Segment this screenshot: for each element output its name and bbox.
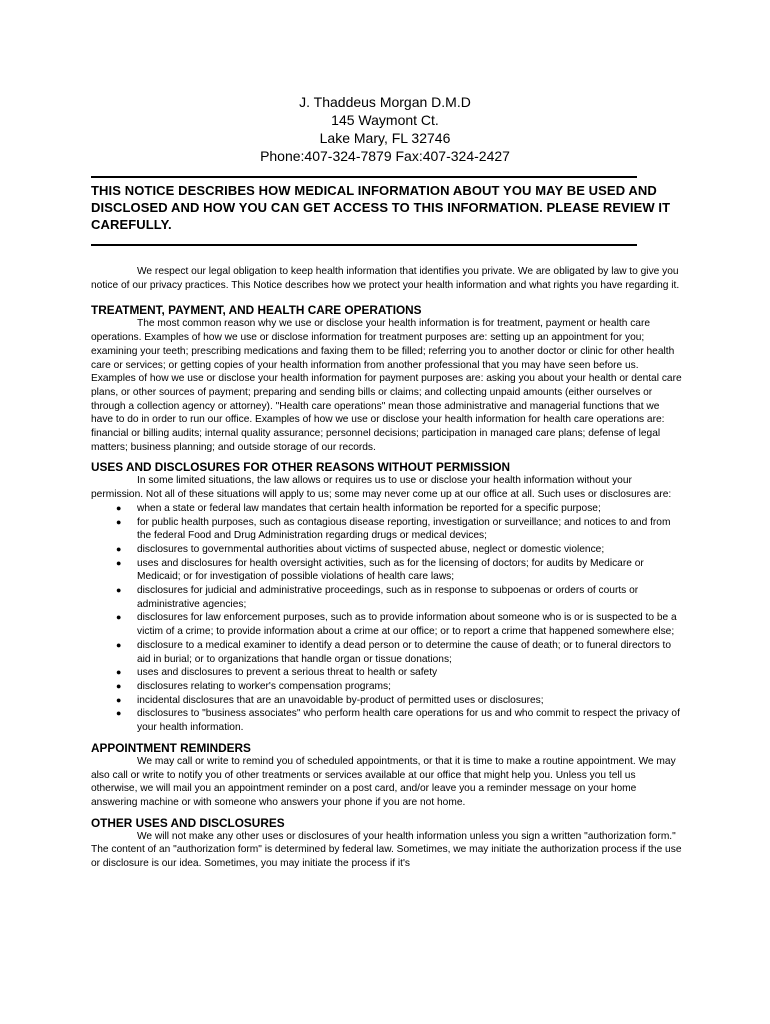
other-uses-heading: OTHER USES AND DISCLOSURES: [91, 815, 285, 830]
bullet-icon: ●: [116, 667, 122, 678]
other-uses-paragraph: We will not make any other uses or disclosures of your health information unless you sign a written "authorization form." The content of an "authorization form" is determined by federal law. Sometimes, we may initiate the authorization process if the use or disclosure is our idea. Sometimes, you may initiate the process if it's: [91, 830, 682, 870]
list-item: ● disclosures for judicial and administrative proceedings, such as in response to subpoenas or orders of courts or administrative agencies;: [116, 585, 639, 610]
bottom-divider: [91, 244, 637, 246]
intro-paragraph: We respect our legal obligation to keep health information that identifies you private. We are obligated by law to give you notice of our privacy practices. This Notice describes how we protect your health information and what rights you have regarding it.: [91, 266, 680, 291]
letterhead: [0, 93, 770, 165]
bullet-icon: ●: [116, 680, 122, 691]
notice-heading: THIS NOTICE DESCRIBES HOW MEDICAL INFORMATION ABOUT YOU MAY BE USED AND DISCLOSED AND HOW YOU CAN GET ACCESS TO THIS INFORMATION. PLEASE REVIEW IT CAREFULLY.: [91, 183, 671, 232]
appointment-paragraph: We may call or write to remind you of scheduled appointments, or that it is time to make a routine appointment. We may also call or write to notify you of other treatments or services available at our office that might help you. Unless you tell us otherwise, we will mail you an appointment reminder on a post card, and/or leave you a reminder message on your home answering machine or with someone who answers your phone if you are not home.: [91, 755, 676, 808]
bullet-icon: ●: [116, 516, 122, 527]
list-item: ● disclosures relating to worker's compensation programs;: [116, 680, 391, 692]
practice-phone-fax: Phone:407-324-7879 Fax:407-324-2427: [260, 148, 510, 164]
document-body: [91, 265, 683, 871]
practice-name: J. Thaddeus Morgan D.M.D: [299, 94, 471, 110]
list-item: ● uses and disclosures for health oversight activities, such as for the licensing of doctors; for audits by Medicare or Medicaid; or for investigation of possible violations of health care laws;: [116, 557, 644, 583]
bullet-icon: ●: [116, 694, 122, 705]
bullet-icon: ●: [116, 612, 122, 623]
bullet-icon: ●: [116, 585, 122, 596]
bullet-icon: ●: [116, 557, 122, 568]
treatment-heading: TREATMENT, PAYMENT, AND HEALTH CARE OPERATIONS: [91, 303, 422, 318]
disclosure-list: [91, 502, 683, 735]
bullet-icon: ●: [116, 708, 122, 719]
list-item: ● disclosure to a medical examiner to identify a dead person or to determine the cause of death; or to funeral directors to aid in burial; or to organizations that handle organ or tissue donations;: [116, 639, 672, 665]
practice-city: Lake Mary, FL 32746: [319, 130, 451, 146]
other-reasons-heading: USES AND DISCLOSURES FOR OTHER REASONS WITHOUT PERMISSION: [91, 460, 511, 475]
other-reasons-paragraph: In some limited situations, the law allows or requires us to use or disclose your health information without your permission. Not all of these situations will apply to us; some may never come up at our office at all. Such uses or disclosures are:: [91, 475, 672, 501]
appointment-heading: APPOINTMENT REMINDERS: [91, 740, 251, 755]
top-divider: [91, 176, 637, 178]
list-item: ● disclosures for law enforcement purposes, such as to provide information about someone who is or is suspected to be a victim of a crime; to provide information about a crime at our office; or to report a crime that happened somewhere else;: [116, 612, 677, 638]
bullet-icon: ●: [116, 543, 122, 554]
list-item: ● incidental disclosures that are an unavoidable by-product of permitted uses or disclosures;: [116, 694, 544, 706]
list-item: ● when a state or federal law mandates that certain health information be reported for a specific purpose;: [116, 502, 601, 514]
practice-street: 145 Waymont Ct.: [331, 112, 439, 128]
list-item: ● uses and disclosures to prevent a serious threat to health or safety: [116, 667, 438, 679]
bullet-icon: ●: [116, 639, 122, 650]
list-item: ● disclosures to governmental authorities about victims of suspected abuse, neglect or domestic violence;: [116, 543, 605, 555]
treatment-paragraph: The most common reason why we use or disclose your health information is for treatment, payment or health care operations. Examples of how we use or disclose information for treatment purposes are: setting up an appointment for you; examining your teeth; prescribing medications and faxing them to be filled; referring you to another doctor or clinic for other health care or services; or getting copies of your health information from another professional that you may have seen before us. Examples of how we use or disclose your health information for payment purposes are: asking you about your health or dental care plans, or other sources of payment; preparing and sending bills or claims; and collecting unpaid amounts (either ourselves or through a collection agency or attorney). "Health care operations" mean those administrative and managerial functions that we have to do in order to run our office. Examples of how we use or disclose your health information for health care operations are: financial or billing audits; internal quality assurance; personnel decisions; participation in managed care plans; defense of legal matters; business planning; and outside storage of our records.: [91, 318, 682, 453]
bullet-icon: ●: [116, 502, 122, 513]
list-item: ● for public health purposes, such as contagious disease reporting, investigation or surveillance; and notices to and from the federal Food and Drug Administration regarding drugs or medical devices;: [116, 516, 671, 542]
list-item: ● disclosures to "business associates" who perform health care operations for us and who commit to respect the privacy of your health information.: [116, 708, 680, 734]
